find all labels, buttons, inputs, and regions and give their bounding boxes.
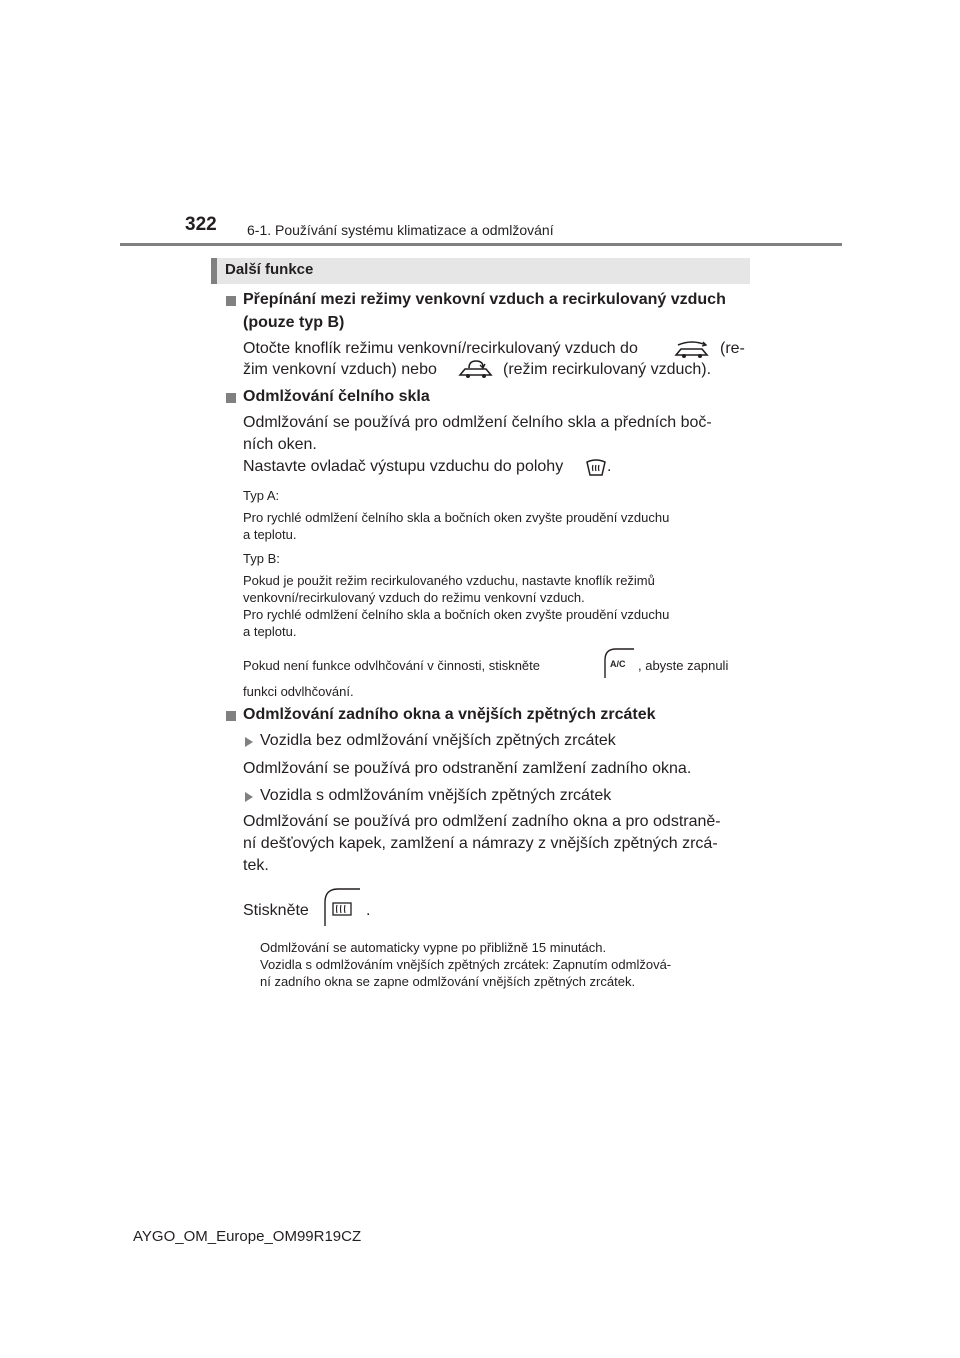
rear-sub-2-body-line2: ní dešťových kapek, zamlžení a námrazy z vnějších zpětných zrcá- [243,835,718,852]
windshield-heading: Odmlžování čelního skla [243,388,430,405]
windshield-body: Odmlžování se používá pro odmlžení čelního skla a předních boč- [243,414,712,431]
section-header [211,258,750,284]
type-a-label: Typ A: [243,488,280,503]
rear-sub-2-body: Odmlžování se používá pro odmlžení zadního okna a pro odstraně- [243,813,721,830]
recirc-heading: Přepínání mezi režimy venkovní vzduch a recirkulovaný vzduch [243,291,726,308]
windshield-body-line3-end: . [607,458,612,475]
recirc-body-line2-end: (režim recirkulovaný vzduch). [503,361,712,378]
chapter-title: 6-1. Používání systému klimatizace a odmlžování [247,222,554,238]
header-rule [120,243,842,246]
type-b-text: Pokud je použit režim recirkulovaného vzduchu, nastavte knoflík režimů [243,573,655,588]
section-title: Další funkce [225,261,314,278]
rear-sub-1-body: Odmlžování se používá pro odstranění zamlžení zadního okna. [243,760,692,777]
ac-button-icon [602,646,636,680]
type-a-text: Pro rychlé odmlžení čelního skla a bočních oken zvyšte proudění vzduchu [243,510,670,525]
press-instruction-end: . [366,902,371,919]
subheading-arrow [245,792,253,802]
ac-note-line2: funkci odvlhčování. [243,684,354,699]
rear-note: Odmlžování se automaticky vypne po přibližně 15 minutách. [260,940,607,955]
ac-note: Pokud není funkce odvlhčování v činnosti, stiskněte [243,658,541,673]
recirc-body-end: (re- [720,340,745,357]
windshield-body-line3: Nastavte ovladač výstupu vzduchu do polohy [243,458,564,475]
heading-bullet [226,393,236,403]
ac-note-end: , abyste zapnuli [638,658,729,673]
heading-bullet [226,711,236,721]
section-header-bar [211,258,217,284]
outside-air-mode-icon [672,338,712,360]
type-b-text-line2: venkovní/recirkulovaný vzduch do režimu venkovní vzduch. [243,590,585,605]
rear-sub-2: Vozidla s odmlžováním vnějších zpětných zrcátek [260,787,612,804]
recirc-heading-cont: (pouze typ B) [243,314,345,331]
rear-sub-2-body-line3: tek. [243,857,269,874]
windshield-defog-icon [585,458,607,478]
type-b-text-line3: Pro rychlé odmlžení čelního skla a bočních oken zvyšte proudění vzduchu [243,607,670,622]
page-number: 322 [185,214,217,235]
rear-sub-1: Vozidla bez odmlžování vnějších zpětných zrcátek [260,732,616,749]
subheading-arrow [245,737,253,747]
windshield-body-line2: ních oken. [243,436,317,453]
ac-button-label: A/C [610,659,626,669]
type-a-text-cont: a teplotu. [243,527,297,542]
press-instruction: Stiskněte [243,902,309,919]
type-b-label: Typ B: [243,551,280,566]
type-b-text-line4: a teplotu. [243,624,297,639]
rear-note-line3: ní zadního okna se zapne odmlžování vnějších zpětných zrcátek. [260,974,636,989]
recirculated-air-mode-icon [456,358,496,380]
doc-code: AYGO_OM_Europe_OM99R19CZ [133,1228,362,1245]
rear-heading: Odmlžování zadního okna a vnějších zpětných zrcátek [243,706,656,723]
heading-bullet [226,296,236,306]
rear-defogger-button-icon [322,886,362,928]
recirc-body: Otočte knoflík režimu venkovní/recirkulovaný vzduch do [243,340,638,357]
rear-note-line2: Vozidla s odmlžováním vnějších zpětných zrcátek: Zapnutím odmlžová- [260,957,672,972]
recirc-body-line2: žim venkovní vzduch) nebo [243,361,437,378]
